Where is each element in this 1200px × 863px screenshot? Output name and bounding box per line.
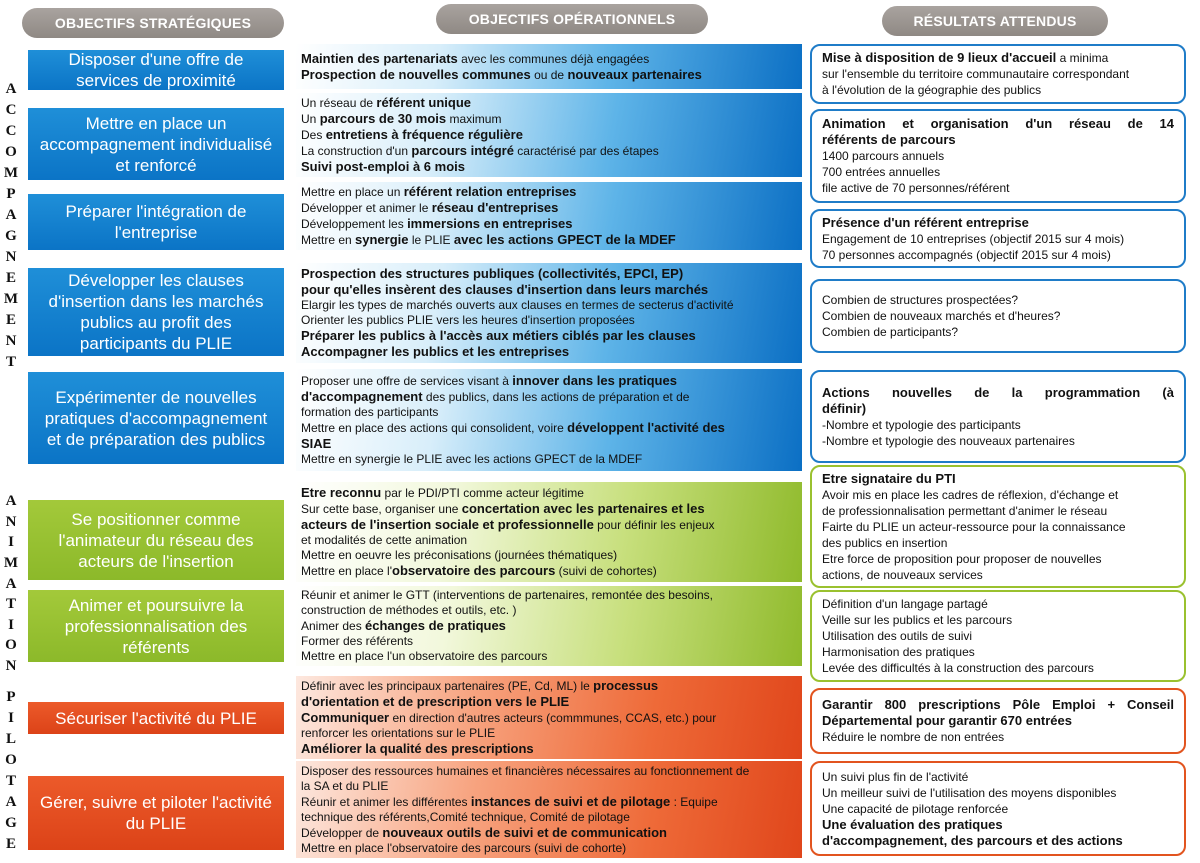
operational-line [301,618,797,634]
result-line [822,567,1174,583]
result-line [822,697,1174,713]
operational-emphasis: entretiens à fréquence régulière [325,127,523,142]
operational-emphasis: instances de suivi et de pilotage [470,793,671,809]
operational-line [301,634,797,649]
result-line [822,247,1174,263]
operational-text: Elargir les types de marchés ouverts aux clauses en termes de secterus d'activité [301,298,734,312]
operational-line [301,232,797,248]
operational-text: Mettre en place un [301,185,404,199]
operational-emphasis: Communiquer [301,710,390,725]
result-line [822,82,1174,98]
strategic-objective: Préparer l'intégration de l'entreprise [28,194,284,250]
operational-emphasis: nouveaux outils de suivi et de communication [382,824,668,840]
operational-text: Mettre en [301,233,356,247]
result-line [822,385,1174,401]
operational-emphasis: Prospection des structures publiques (collectivités, EPCI, EP) [301,266,684,281]
operational-objectives [296,586,802,666]
strategic-objective: Se positionner comme l'animateur du réseau des acteurs de l'insertion [28,500,284,580]
result-line [822,628,1174,644]
operational-objectives [296,44,802,89]
operational-objectives [296,369,802,471]
result-line [822,292,1174,308]
operational-line [301,389,797,405]
operational-text: formation des participants [301,405,439,419]
operational-text: Orienter les publics PLIE vers les heures d'insertion proposées [301,313,635,327]
expected-results [810,109,1186,203]
side-label-letter: T [5,773,16,789]
expected-results [810,279,1186,353]
result-line [822,50,1174,66]
operational-line [301,678,797,694]
side-label-letter: C [5,102,17,118]
result-line [822,308,1174,324]
result-heading: Une évaluation des pratiques [822,816,1003,832]
result-line [822,231,1174,247]
side-label-letter: L [5,731,16,747]
result-text: Combien de participants? [822,325,959,339]
operational-emphasis: parcours de 30 mois [319,111,447,126]
result-text: Combien de structures prospectées? [822,293,1019,307]
operational-line [301,216,797,232]
operational-text: et modalités de cette animation [301,533,468,547]
side-label-letter: G [5,815,17,831]
side-label-letter: O [5,637,17,654]
operational-text: Développer et animer le [301,201,432,215]
operational-line [301,841,797,856]
operational-objectives [296,263,802,363]
result-text: de professionnalisation permettant d'animer le réseau [822,503,1108,518]
operational-emphasis: référent unique [376,95,472,110]
operational-text: Réunir et animer les différentes [301,794,471,809]
operational-text: Mettre en synergie le PLIE avec les actions GPECT de la MDEF [301,452,643,466]
result-line [822,644,1174,660]
operational-emphasis: parcours intégré [411,143,514,158]
side-label-letter: N [5,333,17,349]
operational-text: pour définir les enjeux [593,518,715,532]
operational-line [301,420,797,436]
operational-line [301,588,797,603]
side-label-letter: G [5,228,17,244]
operational-objectives [296,761,802,858]
operational-emphasis: Préparer les publics à l'accès aux métiers ciblés par les clauses [301,328,696,343]
operational-line [301,436,797,452]
strategic-objective: Sécuriser l'activité du PLIE [28,702,284,734]
operational-text: Proposer une offre de services visant à [301,374,513,388]
side-label-letter: N [5,513,17,530]
operational-emphasis: pour qu'elles insèrent des clauses d'insertion dans leurs marchés [301,282,709,297]
result-line [822,503,1174,519]
result-line [822,713,1174,729]
operational-text: caractérisé par des étapes [513,144,659,158]
result-text: Etre force de proposition pour proposer de nouvelles [822,551,1102,566]
result-heading: d'accompagnement, des parcours et des actions [822,832,1123,848]
result-line [822,417,1174,433]
operational-text: Sur cette base, organiser une [301,502,462,516]
operational-emphasis: Maintien des partenariats [301,50,458,66]
side-label-letter: I [8,616,14,633]
result-line [822,660,1174,676]
operational-text: Mettre en place l'un observatoire des parcours [301,649,548,663]
result-line [822,833,1174,849]
expected-results [810,44,1186,104]
operational-emphasis: processus [593,678,659,693]
operational-line [301,779,797,794]
operational-emphasis: avec les actions GPECT de la MDEF [453,232,676,247]
result-text: Un meilleur suivi de l'utilisation des moyens disponibles [822,785,1117,800]
result-text: Combien de nouveaux marchés et d'heures? [822,309,1061,323]
expected-results [810,590,1186,682]
operational-text: construction de méthodes et outils, etc. ) [301,603,517,617]
result-heading: Actions nouvelles de la programmation (à [822,384,1174,400]
operational-line [301,328,797,344]
operational-emphasis: échanges de pratiques [365,618,506,633]
operational-line [301,741,797,757]
operational-line [301,405,797,420]
operational-text: Développement les [301,217,408,231]
operational-line [301,726,797,741]
result-heading: Etre signataire du PTI [822,470,956,486]
operational-line [301,548,797,563]
strategic-objective: Mettre en place un accompagnement individualisé et renforcé [28,108,284,180]
operational-text: Former des référents [301,634,414,648]
side-label-letter: M [3,291,19,307]
result-heading: définir) [822,400,867,416]
result-line [822,471,1174,487]
result-text: Avoir mis en place les cadres de réflexion, d'échange et [822,487,1119,502]
side-label-letter: P [6,689,16,705]
side-label-letter: E [5,312,16,328]
strategic-objective: Gérer, suivre et piloter l'activité du PLIE [28,776,284,850]
operational-emphasis: référent relation entreprises [403,184,577,199]
operational-line [301,694,797,710]
strategic-objective: Animer et poursuivre la professionnalisation des référents [28,590,284,662]
operational-emphasis: développent l'activité des [567,420,725,435]
result-text: Un suivi plus fin de l'activité [822,769,969,784]
side-label-letter: N [5,249,17,265]
result-heading: Présence d'un référent entreprise [822,214,1029,230]
operational-line [301,159,797,175]
side-label-letter: A [5,794,17,810]
result-line [822,729,1174,745]
operational-text: Un réseau de [301,96,377,110]
operational-line [301,603,797,618]
operational-text: : Equipe [670,794,718,809]
side-label-letter: N [5,658,17,674]
result-text: Engagement de 10 entreprises (objectif 2015 sur 4 mois) [822,231,1125,246]
operational-line [301,533,797,548]
operational-line [301,764,797,779]
result-text: des publics en insertion [822,535,948,550]
result-line [822,132,1174,148]
operational-line [301,452,797,467]
operational-text: Développer de [301,825,383,840]
operational-line [301,95,797,111]
operational-text: des publics, dans les actions de préparation et de [422,390,690,404]
operational-text: avec les communes déjà engagées [457,51,650,66]
result-line [822,596,1174,612]
operational-line [301,501,797,517]
operational-emphasis: Suivi post-emploi à 6 mois [301,159,465,174]
operational-emphasis: nouveaux partenaires [567,66,702,82]
header-objectifs-operationnels: OBJECTIFS OPÉRATIONNELS [436,4,708,34]
side-label-letter: P [6,186,16,202]
result-text: -Nombre et typologie des participants [822,417,1021,432]
result-line [822,148,1174,164]
operational-emphasis: observatoire des parcours [392,563,556,578]
operational-line [301,517,797,533]
result-text: Fairte du PLIE un acteur-ressource pour la connaissance [822,519,1126,534]
operational-line [301,810,797,825]
operational-text: Mettre en place des actions qui consolident, voire [301,421,568,435]
operational-emphasis: d'accompagnement [301,389,423,404]
side-label-letter: A [5,81,17,97]
operational-line [301,710,797,726]
result-text: 70 personnes accompagnés (objectif 2015 sur 4 mois) [822,247,1111,262]
side-label-letter: A [5,575,17,592]
result-text: à l'évolution de la géographie des publics [822,83,1042,97]
result-line [822,551,1174,567]
operational-text: Mettre en place l' [301,564,393,578]
strategic-objective: Disposer d'une offre de services de proximité [28,50,284,90]
result-line [822,487,1174,503]
side-label-letter: M [3,165,19,181]
result-line [822,785,1174,801]
operational-objectives [296,676,802,759]
expected-results [810,209,1186,268]
result-line [822,164,1174,180]
operational-emphasis: Etre reconnu [301,485,382,500]
strategic-objective: Développer les clauses d'insertion dans les marchés publics au profit des participants du PLIE [28,268,284,356]
operational-emphasis: réseau d'entreprises [431,200,559,215]
expected-results [810,688,1186,754]
operational-text: Définir avec les principaux partenaires (PE, Cd, ML) le [301,679,594,693]
result-line [822,66,1174,82]
operational-line [301,825,797,841]
operational-line [301,794,797,810]
operational-text: Disposer des ressources humaines et financières nécessaires au fonctionnement de [301,763,750,778]
operational-line [301,563,797,579]
operational-line [301,111,797,127]
operational-text: Des [301,128,326,142]
side-label-animation [4,494,18,674]
result-text: Utilisation des outils de suivi [822,629,973,643]
operational-text: Mettre en place l'observatoire des parcours (suivi de cohorte) [301,840,627,855]
operational-text: maximum [446,112,502,126]
result-line [822,817,1174,833]
header-resultats-attendus: RÉSULTATS ATTENDUS [882,6,1108,36]
side-label-letter: I [8,534,14,551]
operational-line [301,298,797,313]
operational-emphasis: innover dans les pratiques [512,373,677,388]
operational-line [301,184,797,200]
result-line [822,519,1174,535]
side-label-letter: T [5,596,16,613]
operational-emphasis: SIAE [301,436,332,451]
operational-objectives [296,93,802,177]
operational-emphasis: Prospection de nouvelles communes [301,66,531,82]
result-line [822,116,1174,132]
result-line [822,801,1174,817]
result-line [822,324,1174,340]
result-text: Réduire le nombre de non entrées [822,730,1005,744]
operational-emphasis: synergie [355,232,409,247]
operational-emphasis: Améliorer la qualité des prescriptions [301,741,534,756]
operational-emphasis: concertation avec les partenaires et les [461,501,705,516]
operational-text: Animer des [301,619,366,633]
operational-text: Réunir et animer le GTT (interventions de partenaires, remontée des besoins, [301,588,713,602]
operational-objectives [296,482,802,582]
operational-line [301,649,797,664]
operational-text: par le PDI/PTI comme acteur légitime [381,486,584,500]
side-label-letter: E [5,836,16,852]
operational-line [301,51,797,67]
header-objectifs-strategiques: OBJECTIFS STRATÉGIQUES [22,8,284,38]
side-label-letter: M [3,554,19,571]
result-text: 700 entrées annuelles [822,165,941,179]
side-label-letter: E [5,270,16,286]
operational-text: la SA et du PLIE [301,778,389,793]
operational-emphasis: d'orientation et de prescription vers le PLIE [301,694,570,709]
operational-line [301,127,797,143]
operational-text: (suivi de cohortes) [555,564,657,578]
result-text: Une capacité de pilotage renforcée [822,801,1009,816]
result-line [822,215,1174,231]
operational-line [301,313,797,328]
result-text: Levée des difficultés à la construction des parcours [822,661,1094,675]
operational-text: Un [301,112,320,126]
result-text: Veille sur les publics et les parcours [822,613,1013,627]
result-text: Définition d'un langage partagé [822,597,988,611]
operational-line [301,282,797,298]
side-label-letter: A [5,493,17,509]
result-text: Harmonisation des pratiques [822,645,975,659]
expected-results [810,761,1186,856]
result-heading: Garantir 800 prescriptions Pôle Emploi + Conseil [822,697,1174,712]
expected-results [810,465,1186,588]
result-line [822,535,1174,551]
operational-emphasis: acteurs de l'insertion sociale et professionnelle [301,517,594,532]
side-label-letter: O [5,752,17,768]
result-line [822,433,1174,449]
side-label-letter: I [8,710,14,726]
result-line [822,401,1174,417]
operational-line [301,266,797,282]
operational-text: le PLIE [408,233,454,247]
result-text: -Nombre et typologie des nouveaux partenaires [822,433,1075,448]
result-text: file active de 70 personnes/référent [822,181,1010,195]
result-text: sur l'ensemble du territoire communautaire correspondant [822,67,1130,81]
result-text: 1400 parcours annuels [822,149,945,163]
side-label-pilotage [4,690,18,852]
result-heading: Animation et organisation d'un réseau de 14 [822,116,1174,131]
result-text: actions, de nouveaux services [822,567,983,582]
operational-line [301,67,797,83]
operational-text: ou de [530,67,568,82]
operational-line [301,485,797,501]
result-line [822,612,1174,628]
operational-text: La construction d'un [301,144,412,158]
expected-results [810,370,1186,463]
side-label-letter: C [5,123,17,139]
operational-text: renforcer les orientations sur le PLIE [301,726,496,740]
side-label-accompagnement [4,82,18,370]
result-heading: Départemental pour garantir 670 entrées [822,713,1072,728]
operational-text: Mettre en oeuvre les préconisations (journées thématiques) [301,548,618,562]
result-text: a minima [1056,51,1109,65]
side-label-letter: O [5,144,17,160]
operational-line [301,200,797,216]
operational-text: technique des référents,Comité technique, Comité de pilotage [301,809,630,824]
result-heading: Mise à disposition de 9 lieux d'accueil [822,50,1057,65]
side-label-letter: T [5,354,16,370]
result-line [822,180,1174,196]
result-line [822,769,1174,785]
operational-objectives [296,182,802,250]
side-label-letter: A [5,207,17,223]
strategic-objective: Expérimenter de nouvelles pratiques d'accompagnement et de préparation des publics [28,372,284,464]
operational-line [301,373,797,389]
operational-text: en direction d'autres acteurs (commmunes, CCAS, etc.) pour [389,711,717,725]
operational-line [301,344,797,360]
operational-line [301,143,797,159]
operational-emphasis: Accompagner les publics et les entreprises [301,344,570,359]
operational-emphasis: immersions en entreprises [407,216,573,231]
result-heading: référents de parcours [822,132,956,147]
